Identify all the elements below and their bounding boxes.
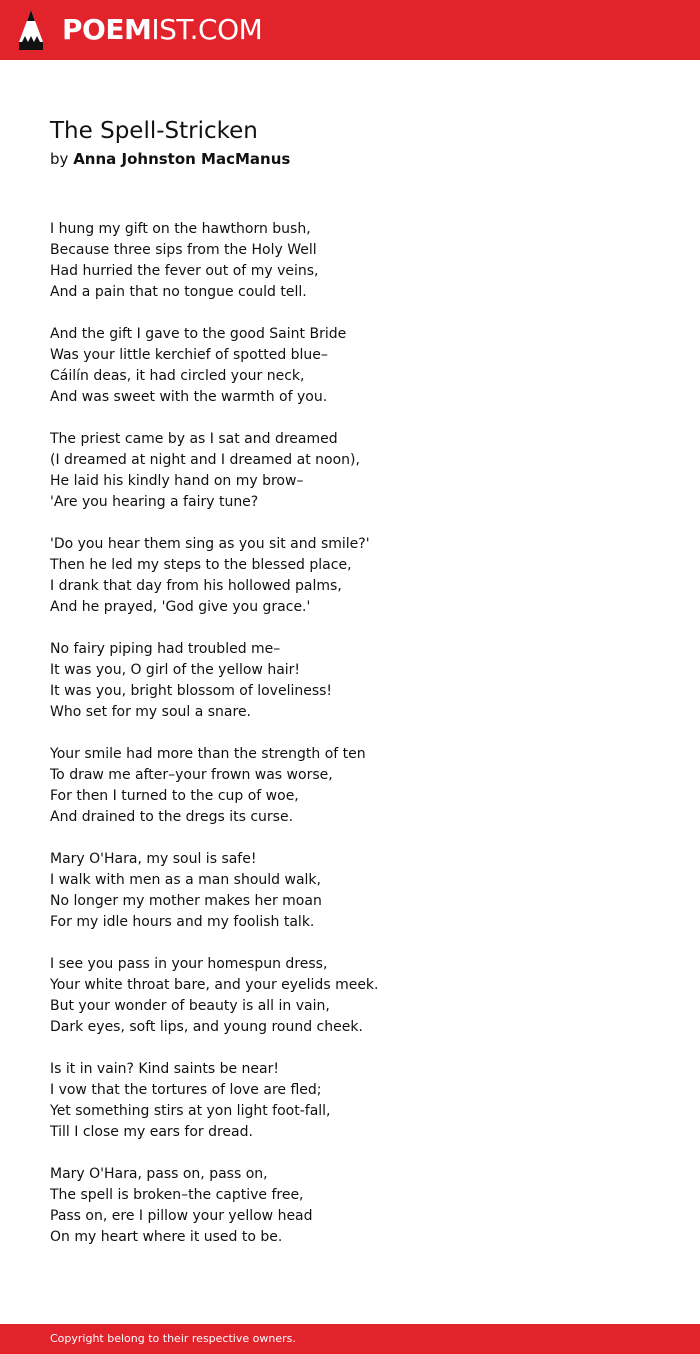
stanza bbox=[50, 324, 650, 408]
poem-line: On my heart where it used to be. bbox=[50, 1229, 283, 1245]
poem-line: For my idle hours and my foolish talk. bbox=[50, 914, 315, 930]
poem-line: No longer my mother makes her moan bbox=[50, 893, 322, 909]
pencil-tip-icon bbox=[18, 8, 44, 52]
poem-line: To draw me after–your frown was worse, bbox=[50, 767, 333, 783]
poem-line: Because three sips from the Holy Well bbox=[50, 242, 317, 258]
logo-light-part: IST.COM bbox=[151, 13, 263, 46]
stanza bbox=[50, 954, 650, 1038]
poem-line: No fairy piping had troubled me– bbox=[50, 641, 281, 657]
poem-line: Yet something stirs at yon light foot-fall, bbox=[50, 1103, 331, 1119]
poem-line: 'Do you hear them sing as you sit and smile?' bbox=[50, 536, 370, 552]
poem-body bbox=[50, 219, 650, 1269]
poem-line: Your smile had more than the strength of ten bbox=[50, 746, 366, 762]
stanza bbox=[50, 744, 650, 828]
poem-line: And drained to the dregs its curse. bbox=[50, 809, 294, 825]
site-footer bbox=[0, 1324, 700, 1354]
poem-line: And was sweet with the warmth of you. bbox=[50, 389, 328, 405]
poem-line: Your white throat bare, and your eyelids meek. bbox=[50, 977, 379, 993]
poem-line: And a pain that no tongue could tell. bbox=[50, 284, 307, 300]
poem-line: Was your little kerchief of spotted blue– bbox=[50, 347, 328, 363]
poem-line: Is it in vain? Kind saints be near! bbox=[50, 1061, 279, 1077]
poem-line: Mary O'Hara, my soul is safe! bbox=[50, 851, 257, 867]
poem-line: It was you, O girl of the yellow hair! bbox=[50, 662, 301, 678]
by-label: by bbox=[50, 150, 69, 168]
poem-line: I hung my gift on the hawthorn bush, bbox=[50, 221, 311, 237]
byline bbox=[50, 148, 290, 170]
poem-line: Who set for my soul a snare. bbox=[50, 704, 252, 720]
author-name: Anna Johnston MacManus bbox=[73, 150, 291, 168]
stanza bbox=[50, 1164, 650, 1248]
poem-line: And he prayed, 'God give you grace.' bbox=[50, 599, 311, 615]
poem-line: Mary O'Hara, pass on, pass on, bbox=[50, 1166, 268, 1182]
poem-title: The Spell-Stricken bbox=[50, 118, 258, 144]
poem-line: 'Are you hearing a fairy tune? bbox=[50, 494, 259, 510]
poem-line: The spell is broken–the captive free, bbox=[50, 1187, 304, 1203]
poem-line: The priest came by as I sat and dreamed bbox=[50, 431, 338, 447]
poem-line: Then he led my steps to the blessed place, bbox=[50, 557, 352, 573]
copyright-text: Copyright belong to their respective owners. bbox=[50, 1332, 296, 1345]
stanza bbox=[50, 849, 650, 933]
poem-line: I see you pass in your homespun dress, bbox=[50, 956, 328, 972]
stanza bbox=[50, 1059, 650, 1143]
poem-line: I drank that day from his hollowed palms, bbox=[50, 578, 342, 594]
poem-line: For then I turned to the cup of woe, bbox=[50, 788, 299, 804]
poem-line: Till I close my ears for dread. bbox=[50, 1124, 253, 1140]
poem-line: But your wonder of beauty is all in vain, bbox=[50, 998, 330, 1014]
poem-line: It was you, bright blossom of loveliness! bbox=[50, 683, 333, 699]
logo-bold-part: POEM bbox=[62, 13, 152, 46]
site-logo-text bbox=[62, 8, 262, 52]
stanza bbox=[50, 219, 650, 303]
site-logo-link[interactable] bbox=[18, 8, 262, 52]
poem-heading bbox=[50, 116, 290, 170]
poem-line: (I dreamed at night and I dreamed at noon), bbox=[50, 452, 360, 468]
poem-line: He laid his kindly hand on my brow– bbox=[50, 473, 304, 489]
poem-line: I vow that the tortures of love are fled; bbox=[50, 1082, 322, 1098]
poem-line: Cáilín deas, it had circled your neck, bbox=[50, 368, 305, 384]
stanza bbox=[50, 534, 650, 618]
stanza bbox=[50, 429, 650, 513]
poem-line: Had hurried the fever out of my veins, bbox=[50, 263, 319, 279]
site-header bbox=[0, 0, 700, 60]
stanza bbox=[50, 639, 650, 723]
poem-line: Dark eyes, soft lips, and young round cheek. bbox=[50, 1019, 363, 1035]
poem-line: Pass on, ere I pillow your yellow head bbox=[50, 1208, 313, 1224]
poem-line: And the gift I gave to the good Saint Bride bbox=[50, 326, 347, 342]
poem-line: I walk with men as a man should walk, bbox=[50, 872, 321, 888]
